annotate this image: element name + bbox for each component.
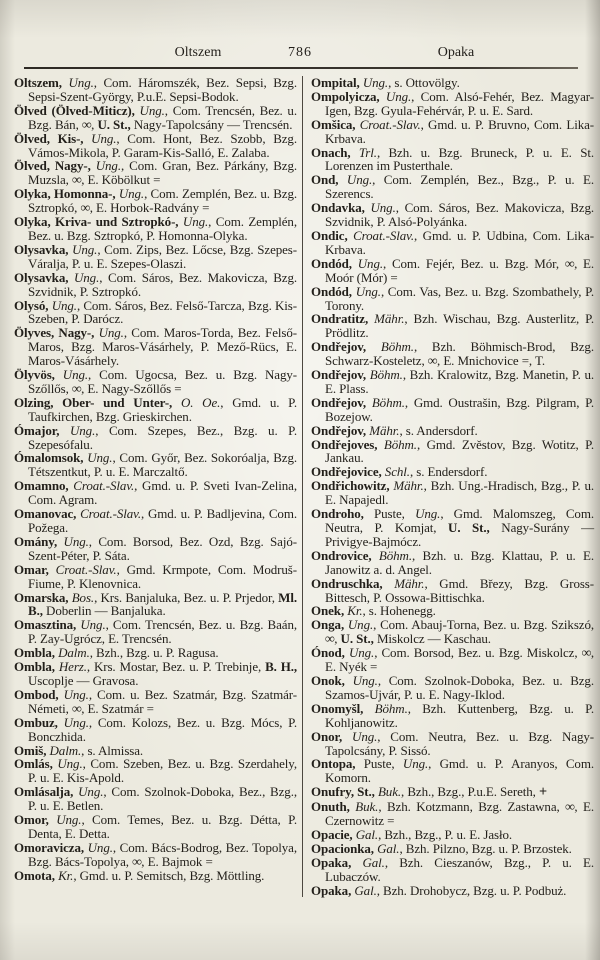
entry — [311, 90, 594, 118]
entry-text: , E. Nyék = — [325, 645, 594, 675]
country-abbr: Ung. — [95, 158, 121, 174]
country-abbr: Mähr. — [393, 478, 424, 494]
country-abbr: Gal. — [355, 826, 379, 842]
entry-name: Ómalomsok, — [14, 450, 88, 466]
entry-name: Olyka, Kriva- und Sztropkó-, — [14, 214, 183, 230]
entry-text: , Com. Szolnok-Doboka, Bez., Bzg., P. u. E. Betlen. — [28, 784, 297, 814]
country-abbr: Ung. — [357, 255, 383, 271]
entry-name: Ondód, — [311, 283, 356, 299]
page-header — [0, 44, 600, 62]
entry-name: Omoravicza, — [14, 839, 88, 855]
entry-name: Ompital, — [311, 75, 363, 90]
entry — [311, 76, 594, 90]
entry — [311, 479, 594, 507]
entry-text: , Com. Ugocsa, Bez. u. Bzg. Nagy-Szőllős, — [28, 367, 297, 396]
telegraph-icon: ∞ — [80, 200, 90, 216]
entry-text: , Krs. Mostar, Bez. u. P. Trebinje, — [86, 659, 266, 675]
entry-text: , Com. Háromszék, Bez. Sepsi, Bzg. Sepsi-Szent-György, P.u.E. Sepsi-Bodok. — [28, 75, 297, 104]
entry — [311, 340, 594, 368]
entry — [311, 785, 594, 800]
entry-name: Omar, — [14, 561, 56, 577]
country-abbr: Ung. — [63, 533, 89, 549]
entry — [14, 535, 297, 563]
entry — [14, 424, 297, 452]
entry — [14, 813, 297, 841]
entry — [311, 757, 594, 785]
entry — [14, 104, 297, 132]
country-abbr: Ung. — [362, 75, 389, 90]
entry-text: , Com. Fejér, Bez. u. Bzg. Mór, — [383, 255, 565, 271]
entry-text: , Gmd. Oustrašin, Bzg. Pilgram, P. Bozejow. — [325, 394, 594, 424]
entry — [311, 229, 594, 257]
country-abbr: Böhm. — [369, 367, 403, 383]
entry — [311, 368, 594, 396]
entry — [311, 730, 594, 758]
entry-name: Olyka, Homonna-, — [14, 186, 119, 202]
entry-text: Nagy-Tapolcsány — Trencsén. — [133, 116, 293, 132]
entry-text: , Bzh. Kuttenberg, Bzg. u. P. Kohljanowitz. — [325, 700, 594, 730]
country-abbr: Ung. — [57, 756, 83, 772]
telegraph-icon: ∞ — [132, 853, 142, 869]
entry-text: , Gmd. u. P. Udbina, Com. Lika-Krbava. — [325, 227, 594, 257]
entry — [14, 618, 297, 646]
country-abbr: Ung. — [87, 450, 113, 466]
entry-name: Onor, — [311, 728, 353, 744]
country-abbr: Böhm. — [371, 394, 405, 410]
entry — [311, 800, 594, 828]
country-abbr: Gal. — [354, 882, 377, 898]
entry-text: , Com. Gran, Bez. Párkány, Bzg. Muzsla, — [28, 158, 298, 188]
entry-text: , Com. Zemplén, Bez., Bzg., P. u. E. Szerencs. — [325, 172, 594, 202]
entry-name: Onufry, St., — [311, 784, 378, 800]
country-abbr: Kr. — [347, 603, 363, 619]
entry-text: , Gmd. u. P. Bruvno, Com. Lika-Krbava. — [325, 116, 594, 146]
bold-abbr: U. St., — [97, 116, 134, 132]
country-abbr: Mähr. — [374, 311, 405, 327]
entry-text: , Com. u. Bez. Szatmár, Bzg. Szatmár-Németi, — [28, 686, 297, 716]
entry — [14, 215, 297, 243]
entry — [311, 173, 594, 201]
entry-text: , E. Horbok-Radvány = — [89, 200, 210, 216]
entry — [14, 187, 297, 215]
entry-text: , s. Hohenegg. — [362, 603, 436, 619]
entry-name: Ondruschka, — [311, 575, 395, 591]
bold-abbr: U. St., — [448, 520, 502, 535]
entry-text: , E. Nagy-Szőllős = — [81, 380, 182, 396]
entry — [311, 702, 594, 730]
entry — [14, 271, 297, 299]
entry-text: , Com. Győr, Bez. Sokoróalja, Bzg. Tétszentkut, P. u. E. Marczaltő. — [28, 450, 297, 480]
entry-text: , Bzh. Cieszanów, Bzg., P. u. E. Lubaczów. — [325, 854, 594, 884]
country-abbr: Kr. — [58, 867, 74, 883]
entry-text: , Com. Szolnok-Doboka, Bez. u. Bzg. Szamos-Ujvár, P. u. E. Nagy-Iklod. — [325, 672, 594, 702]
entry-text: Puste, — [363, 756, 403, 772]
country-abbr: Croat.-Slav. — [359, 116, 421, 132]
entry-text: , Bzh., Bzg., P. u. E. Jasło. — [378, 826, 513, 842]
telegraph-icon: ∞ — [427, 353, 438, 369]
entry-name: Ondřichowitz, — [311, 478, 394, 494]
country-abbr: Ung. — [87, 839, 113, 855]
country-abbr: Böhm. — [380, 339, 414, 355]
entry-name: Onga, — [311, 617, 348, 633]
country-abbr: Ung. — [80, 617, 106, 633]
entry-text: , Com. Vas, Bez. u. Bzg. Szombathely, P. Torony. — [325, 283, 595, 313]
entry-text: , Bzh. Kotzmann, Bzg. Zastawna, — [378, 799, 566, 815]
entry — [311, 577, 594, 605]
entry-name: Ondřejovice, — [311, 464, 385, 480]
bold-abbr: U. St., — [340, 631, 377, 647]
country-abbr: Ung. — [346, 172, 373, 188]
header-rule — [24, 67, 578, 69]
entry-text: , Com. Zemplén, Bez. u. Bzg. Sztropkó, — [28, 186, 298, 216]
country-abbr: Ung. — [370, 200, 396, 216]
country-abbr: Mähr. — [369, 422, 400, 438]
entry-text: , Com. Kolozs, Bez. u. Bzg. Mócs, P. Bonczhida. — [28, 714, 297, 744]
entry — [14, 76, 297, 104]
entry-name: Ondic, — [311, 227, 354, 243]
entry-text: , Com. Abauj-Torna, Bez. u. Bzg. Szikszó, — [373, 617, 594, 633]
entry-text: , Com. Sáros, Bez. Felső-Tarcza, Bzg. Kis-Szeben, P. Darócz. — [28, 297, 297, 327]
entry — [14, 757, 297, 785]
entry-text: Nagy-Surány — Privigye-Bajmócz. — [325, 520, 594, 549]
entry-name: Ölved (Ölved-Miticz), — [14, 102, 140, 118]
entry-name: Opaka, — [311, 882, 355, 898]
entry-name: Olzing, Ober- und Unter-, — [14, 394, 181, 410]
entry-name: Omota, — [14, 867, 59, 883]
country-abbr: Herz. — [58, 659, 87, 675]
entry-text: , Com. Neutra, Bez. u. Bzg. Nagy-Tapolcsány, P. Sissó. — [325, 728, 594, 758]
entry-text: , Gmd. Zvěstov, Bzg. Wotitz, P. Jankau. — [325, 436, 594, 466]
entry-text: , Gmd. u. P. Semitsch, Bzg. Möttling. — [73, 867, 265, 883]
entry — [311, 118, 594, 146]
entry-name: Ondratitz, — [311, 311, 375, 327]
country-abbr: Ung. — [68, 75, 94, 90]
entry-name: Ölyvös, — [14, 367, 63, 383]
entry-text: , Gmd. u. P. Sveti Ivan-Zelina, Com. Agram. — [28, 478, 298, 508]
country-abbr: Ung. — [56, 812, 82, 828]
telegraph-icon: ∞ — [71, 380, 82, 396]
entry-name: Ompolyicza, — [311, 88, 386, 104]
entry-name: Ondód, — [311, 255, 358, 271]
entry — [311, 257, 594, 285]
entry — [311, 884, 594, 898]
entry — [14, 299, 297, 327]
entry — [14, 243, 297, 271]
entry-name: Ombla, — [14, 645, 59, 661]
country-abbr: Ung. — [78, 784, 104, 800]
entry-name: Opaka, — [311, 854, 363, 870]
entry-text: , Com. Alsó-Fehér, Bez. Magyar-Igen, Bzg. Gyula-Fehérvár, P. u. E. Sard. — [325, 88, 594, 118]
country-abbr: Ung. — [415, 506, 441, 522]
entry — [14, 368, 297, 396]
entry — [14, 744, 297, 758]
country-abbr: Mähr. — [394, 575, 425, 591]
entry-text: , s. Endersdorf. — [409, 464, 488, 480]
entry-text: , E. Bajmok = — [141, 853, 213, 869]
entry-text: , Bzh. Wischau, Bzg. Austerlitz, P. Prödlitz. — [325, 311, 594, 341]
country-abbr: Schl. — [384, 464, 410, 480]
entry-text: , Com. Sáros, Bez. Makovicza, Bzg. Szvidnik, P. Sztropkó. — [28, 269, 297, 299]
country-abbr: Ung. — [402, 756, 429, 772]
entry-name: Onuth, — [311, 799, 356, 815]
country-abbr: Croat.-Slav. — [80, 506, 141, 522]
entry-name: Omlásalja, — [14, 784, 79, 800]
entry — [14, 660, 297, 688]
entry-text: , Bzh., Bzg. u. P. Ragusa. — [89, 645, 219, 661]
entry — [311, 396, 594, 424]
entry-text: , Bzh. Ung.-Hradisch, Bzg., P. u. E. Napajedl. — [325, 478, 594, 508]
country-abbr: Ung. — [352, 672, 378, 688]
entry — [14, 841, 297, 869]
entry-text: , Com. Borsod, Bez. u. Bzg. Miskolcz, — [374, 645, 582, 661]
entry — [311, 438, 594, 466]
entry-name: Ombod, — [14, 686, 64, 702]
entry — [311, 842, 594, 856]
entry-text: , E. Czernowitz = — [325, 799, 594, 829]
country-abbr: Gal. — [377, 840, 400, 856]
entry — [14, 646, 297, 660]
entry-name: Ölyves, Nagy-, — [14, 325, 99, 341]
entry-text: , E. Mnichovice =, T. — [437, 353, 546, 369]
entry — [311, 828, 594, 842]
entry-name: Olysavka, — [14, 269, 74, 285]
country-abbr: Böhm. — [383, 436, 417, 452]
entry-text: , — [334, 631, 341, 647]
entry-text: , s. Andersdorf. — [399, 422, 478, 438]
country-abbr: Ung. — [347, 617, 374, 633]
entry-name: Opacie, — [311, 826, 356, 842]
entry — [14, 479, 297, 507]
entry-name: Olysavka, — [14, 241, 73, 257]
country-abbr: Dalm. — [58, 645, 90, 661]
entry-name: Ölved, Nagy-, — [14, 158, 96, 174]
country-abbr: Ung. — [352, 728, 378, 744]
entry — [311, 507, 594, 549]
entry-name: Ondřejov, — [311, 367, 370, 383]
entry-text: Miskolcz — Kaschau. — [376, 631, 491, 647]
entry-text: , Com. Sáros, Bez. Makovicza, Bzg. Szvidnik, P. Alsó-Polyánka. — [325, 200, 594, 230]
entry-text: , Bzh., Bzg., P.u.E. Sereth, — [401, 784, 539, 800]
entry — [311, 856, 594, 884]
entry-text: , Gmd. u. P. Badljevina, Com. Požega. — [28, 506, 297, 535]
telegraph-icon: ∞ — [81, 116, 92, 132]
entry — [14, 688, 297, 716]
entry — [14, 869, 297, 883]
country-abbr: Ung. — [348, 645, 375, 661]
country-abbr: Buk. — [377, 784, 402, 800]
entry-text: , E. Szatmár = — [81, 700, 154, 716]
entry — [14, 563, 297, 591]
country-abbr: Ung. — [182, 214, 209, 230]
entry — [14, 132, 297, 160]
entry-name: Oltszem, — [14, 75, 69, 90]
entry-name: Ölved, Kis-, — [14, 130, 92, 146]
bold-abbr: B. H., — [265, 659, 298, 675]
entry — [311, 146, 594, 174]
entry-text: , s. Almissa. — [81, 742, 144, 758]
entry-text: , Com. Temes, Bez. u. Bzg. Détta, P. Denta, E. Detta. — [28, 812, 297, 841]
entry-text: , Com. Hont, Bez. Szobb, Bzg. Vámos-Mikola, P. Garam-Kis-Salló, E. Zalaba. — [28, 130, 297, 160]
entry — [14, 785, 297, 813]
entry-name: Ómajor, — [14, 422, 70, 438]
entry-name: Ondřejov, — [311, 422, 370, 438]
country-abbr: Buk. — [355, 799, 379, 815]
entry-name: Omány, — [14, 533, 64, 549]
country-abbr: Ung. — [63, 686, 89, 702]
country-abbr: Gal. — [362, 854, 385, 870]
country-abbr: Trl. — [358, 144, 377, 160]
column-left — [14, 76, 302, 897]
entry — [14, 451, 297, 479]
country-abbr: O. Oe. — [180, 394, 221, 410]
country-abbr: Ung. — [98, 325, 124, 341]
cross-icon: + — [538, 784, 548, 801]
page-number: 786 — [288, 45, 312, 60]
entry-name: Omasztina, — [14, 617, 81, 633]
entry — [14, 507, 297, 535]
entry — [311, 646, 594, 674]
entry — [311, 424, 594, 438]
entry-name: Onok, — [311, 672, 353, 688]
entry-name: Onek, — [311, 603, 348, 619]
entry-name: Ontopa, — [311, 756, 364, 772]
entry-name: Ónod, — [311, 645, 349, 661]
entry — [311, 201, 594, 229]
entry — [311, 285, 594, 313]
entry — [311, 618, 594, 646]
entry-text: , Bzh. u. Bzg. Bruneck, P. u. E. St. Lorenzen im Pusterthale. — [325, 144, 594, 174]
entry-text: , Com. Szeben, Bez. u. Bzg. Szerdahely, P. u. E. Kis-Apold. — [28, 756, 297, 786]
country-abbr: Ung. — [118, 186, 145, 202]
entry-name: Omor, — [14, 812, 57, 828]
entry-text: , Bzh. Böhmisch-Brod, Bzg. Schwarz-Kosteletz, — [325, 339, 594, 369]
entry-name: Onomyšl, — [311, 700, 375, 716]
entry-name: Ondavka, — [311, 200, 371, 216]
entry-text: , Gmd. u. P. Taufkirchen, Bzg. Grieskirchen. — [28, 394, 297, 424]
country-abbr: Bos. — [71, 589, 95, 605]
entry-text: Puste, — [374, 506, 416, 522]
entry-text: , Gmd. Březy, Bzg. Gross-Bittesch, P. Ossowa-Bittischka. — [325, 575, 594, 605]
entry — [14, 591, 297, 619]
entry-text: , E. Köbölkut = — [81, 172, 161, 188]
entry-text: Doberlin — Banjaluka. — [46, 603, 166, 619]
entry-text: , Com. Zips, Bez. Lőcse, Bzg. Szepes-Váralja, P. u. E. Szepes-Olaszi. — [28, 241, 297, 271]
country-abbr: Ung. — [385, 88, 412, 104]
entry-name: Olysó, — [14, 297, 52, 313]
entry-text: , s. Ottovölgy. — [388, 75, 460, 90]
entry-name: Omanovac, — [14, 506, 81, 522]
entry-text: , Gmd. Krmpote, Com. Modruš-Fiume, P. Klenovnica. — [28, 561, 297, 591]
entry-text: , Krs. Banjaluka, Bez. u. P. Prjedor, — [94, 589, 279, 605]
telegraph-icon: ∞ — [565, 799, 575, 815]
country-abbr: Ung. — [51, 297, 77, 313]
entry — [14, 396, 297, 424]
entry-name: Ombla, — [14, 659, 59, 675]
entry-text: , Bzh. Drohobycz, Bzg. u. P. Podbuż. — [376, 882, 567, 898]
country-abbr: Böhm. — [374, 700, 408, 716]
entry-text: , E. Moór (Mór) = — [325, 255, 594, 285]
column-right — [302, 76, 594, 897]
country-abbr: Croat.-Slav. — [55, 561, 117, 577]
country-abbr: Croat.-Slav. — [353, 227, 415, 243]
entry-name: Omiš, — [14, 742, 50, 758]
entry-text: , — [91, 116, 98, 132]
entry-name: Onach, — [311, 144, 359, 160]
country-abbr: Ung. — [63, 714, 89, 730]
telegraph-icon: ∞ — [581, 645, 591, 661]
entry-name: Omamno, — [14, 478, 74, 494]
entry — [311, 312, 594, 340]
entry-name: Ondřejov, — [311, 394, 372, 410]
entry-text: , Com. Trencsén, Bez. u. Bzg. Baán, P. Zay-Ugrócz, E. Trencsén. — [28, 617, 298, 647]
entry-name: Ondřejoves, — [311, 436, 384, 452]
entry-text: , Com. Szepes, Bez., Bzg. u. P. Szepesófalu. — [28, 422, 298, 452]
entry-text: , Com. Maros-Torda, Bez. Felső-Maros, Bzg. Maros-Vásárhely, P. Mező-Rücs, E. Maros-Vásárhely. — [28, 325, 297, 369]
entry-text: , Com. Borsod, Bez. Ozd, Bzg. Sajó-Szent-Péter, P. Sáta. — [28, 533, 297, 563]
entry-text: , Com. Trencsén, Bez. u. Bzg. Bán, — [28, 102, 297, 132]
entry-name: Ondřejov, — [311, 339, 381, 355]
entry-text: , Com. Zemplén, Bez. u. Bzg. Sztropkó, P. Homonna-Olyka. — [28, 214, 297, 243]
header-left-keyword: Oltszem — [174, 45, 222, 60]
entry-name: Ond, — [311, 172, 347, 188]
telegraph-icon: ∞ — [564, 255, 575, 271]
text-block — [14, 76, 594, 897]
entry-name: Omlás, — [14, 756, 58, 772]
telegraph-icon: ∞ — [71, 172, 82, 188]
entry — [311, 674, 594, 702]
entry-name: Omarska, — [14, 589, 72, 605]
country-abbr: Ung. — [73, 269, 100, 285]
entry-text: , Gmd. Malomszeg, Com. Neutra, P. Komjat, — [325, 506, 594, 535]
country-abbr: Dalm. — [49, 742, 82, 758]
country-abbr: Böhm. — [378, 547, 412, 563]
entry — [14, 326, 297, 368]
bold-abbr: Ml. B., — [28, 589, 297, 619]
entry — [14, 159, 297, 187]
country-abbr: Ung. — [69, 422, 96, 438]
entry-name: Ombuz, — [14, 714, 64, 730]
entry — [311, 465, 594, 479]
country-abbr: Ung. — [72, 241, 98, 257]
entry-name: Ondroho, — [311, 506, 375, 522]
entry — [311, 604, 594, 618]
country-abbr: Ung. — [62, 367, 89, 383]
entry-name: Opacionka, — [311, 840, 378, 856]
entry-name: Ondrovice, — [311, 547, 379, 563]
entry-text: Uscoplje — Gravosa. — [28, 672, 139, 688]
header-right-keyword: Opaka — [437, 45, 475, 60]
country-abbr: Ung. — [139, 102, 165, 118]
country-abbr: Ung. — [355, 283, 381, 299]
entry-text: , Com. Bács-Bodrog, Bez. Topolya, Bzg. Bács-Topolya, — [28, 839, 297, 869]
entry-text: , Bzh. Pilzno, Bzg. u. P. Brzostek. — [399, 840, 572, 856]
telegraph-icon: ∞ — [71, 700, 82, 716]
entry-text: , Gmd. u. P. Aranyos, Com. Komorn. — [325, 756, 594, 786]
entry-name: Omšica, — [311, 116, 360, 132]
entry-text: , Bzh. u. Bzg. Klattau, P. u. E. Janowitz a. d. Angel. — [325, 547, 594, 577]
entry — [14, 716, 297, 744]
country-abbr: Ung. — [91, 130, 117, 146]
entry — [311, 549, 594, 577]
country-abbr: Croat.-Slav. — [73, 478, 135, 494]
entry-text: , Bzh. Kralowitz, Bzg. Manetin, P. u. E. Plass. — [325, 367, 594, 396]
telegraph-icon: ∞ — [325, 631, 335, 647]
